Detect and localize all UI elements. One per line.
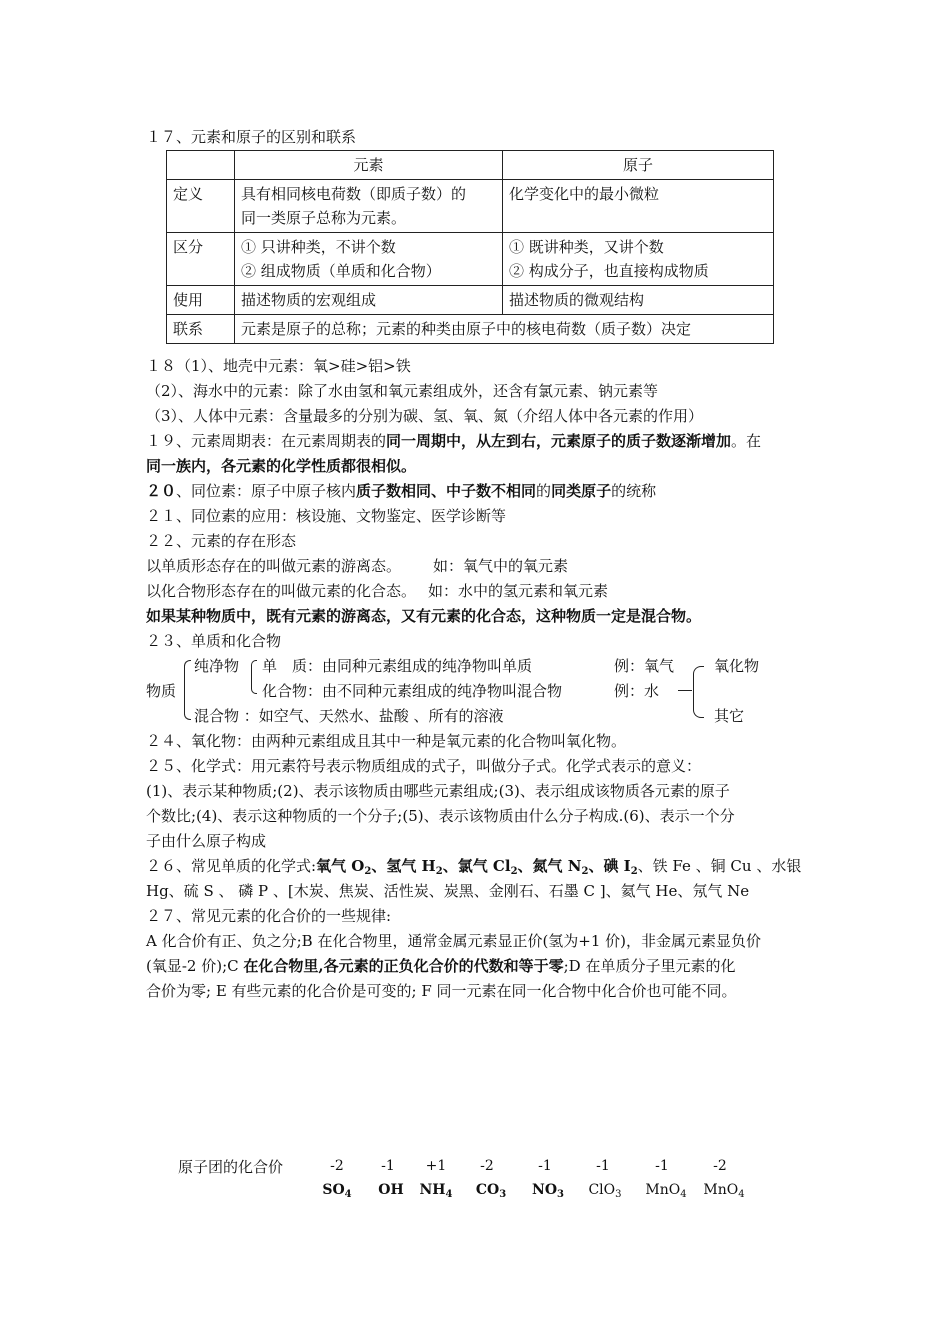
section-27-line1: A 化合价有正、负之分;B 在化合物里，通常金属元素显正价(氢为+1 价)，非金属元素显负价 [146, 932, 762, 950]
radical-valence: -2 [713, 1158, 727, 1174]
element-usage: 描述物质的宏观组成 [235, 286, 503, 315]
radical-valence: -2 [480, 1158, 494, 1174]
compound-definition: 化合物：由不同种元素组成的纯净物叫混合物 [262, 682, 563, 700]
compound-connector-line [678, 690, 692, 691]
radical-formula: MnO$_4$ [703, 1182, 745, 1200]
section-22-title: ２２、元素的存在形态 [146, 532, 297, 550]
section-22-combined-state: 以化合物形态存在的叫做元素的化合态。 如：水中的氢元素和氧元素 [146, 582, 609, 600]
element-difference: ① 只讲种类，不讲个数 ② 组成物质（单质和化合物） [235, 233, 503, 286]
section-18-line2: （2）、海水中的元素：除了水由氢和氧元素组成外，还含有氯元素、钠元素等 [146, 382, 659, 400]
atom-definition: 化学变化中的最小微粒 [503, 180, 774, 233]
radical-valence: -1 [538, 1158, 552, 1174]
table-header-row [167, 151, 774, 180]
section-22-free-state: 以单质形态存在的叫做元素的游离态。 如：氧气中的氧元素 [146, 557, 569, 575]
compound-classes-brace [693, 666, 704, 718]
row-label: 区分 [167, 233, 235, 286]
radical-valence: -1 [596, 1158, 610, 1174]
atom-difference: ① 既讲种类，又讲个数 ② 构成分子，也直接构成物质 [503, 233, 774, 286]
section-19-line1: １９、元素周期表：在元素周期表的同一周期中，从左到右，元素原子的质子数逐渐增加。在 [146, 432, 762, 450]
element-atom-table [166, 150, 774, 344]
section-25-line4: 子由什么原子构成 [146, 832, 267, 850]
section-27-line3: 合价为零; E 有些元素的化合价是可变的; F 同一元素在同一化合物中化合价也可能不同。 [146, 982, 737, 1000]
section-24: ２４、氧化物：由两种元素组成且其中一种是氧元素的化合物叫氧化物。 [146, 732, 627, 750]
section-25-line2: (1)、表示某种物质;(2)、表示该物质由哪些元素组成;(3)、表示组成该物质各元素的原子 [146, 782, 730, 800]
radical-formula: MnO$_4$ [645, 1182, 687, 1200]
row-label: 使用 [167, 286, 235, 315]
radical-valence: +1 [425, 1158, 447, 1174]
radical-valence: -1 [381, 1158, 395, 1174]
row-label: 联系 [167, 315, 235, 344]
pure-substance-label: 纯净物 [194, 657, 240, 675]
section-20: ２０、同位素：原子中原子核内质子数相同、中子数不相同的同类原子的统称 [146, 482, 657, 500]
header-cell-element: 元素 [235, 151, 503, 180]
substance-label: 物质 [146, 682, 177, 700]
radical-formula: $NO_3$ [532, 1182, 564, 1200]
section-25-line1: ２５、化学式：用元素符号表示物质组成的式子，叫做分子式。化学式表示的意义： [146, 757, 702, 775]
row-label: 定义 [167, 180, 235, 233]
atom-usage: 描述物质的微观结构 [503, 286, 774, 315]
example-oxygen: 例：氧气 [614, 657, 675, 675]
oxide-label: 氧化物 [714, 657, 760, 675]
table-row [167, 180, 774, 233]
simple-substance-definition: 单 质：由同种元素组成的纯净物叫单质 [262, 657, 533, 675]
table-row [167, 233, 774, 286]
radical-valence: -2 [330, 1158, 344, 1174]
radical-formula: $NH_4$ [419, 1182, 453, 1200]
section-27-line2: (氧显-2 价);C 在化合物里,各元素的正负化合价的代数和等于零;D 在单质分子里元素的化 [146, 957, 736, 975]
header-cell-blank [167, 151, 235, 180]
other-label: 其它 [714, 707, 745, 725]
radical-formula: OH [378, 1182, 404, 1198]
section-22-conclusion: 如果某种物质中，既有元素的游离态，又有元素的化合态，这种物质一定是混合物。 [146, 607, 702, 625]
header-cell-atom: 原子 [503, 151, 774, 180]
radicals-label: 原子团的化合价 [178, 1158, 284, 1176]
relation-text: 元素是原子的总称；元素的种类由原子中的核电荷数（质子数）决定 [235, 315, 774, 344]
section-21: ２１、同位素的应用：核设施、文物鉴定、医学诊断等 [146, 507, 507, 525]
substance-brace [184, 660, 191, 720]
table-row [167, 286, 774, 315]
section-19-line2: 同一族内，各元素的化学性质都很相似。 [146, 457, 417, 475]
table-row [167, 315, 774, 344]
section-26-line1: ２６、常见单质的化学式:氧气 $O_2$、氢气 $H_2$、氯气 $Cl_2$、氮气 $N_2$、碘 $I_2$、铁 Fe 、铜 Cu 、水银 [146, 857, 802, 877]
section-18-line1: １８（1）、地壳中元素：氧>硅>铝>铁 [146, 357, 411, 375]
radical-formula: $SO_4$ [322, 1182, 352, 1200]
section-27-title: ２７、常见元素的化合价的一些规律: [146, 907, 392, 925]
element-definition: 具有相同核电荷数（即质子数）的 同一类原子总称为元素。 [235, 180, 503, 233]
section-23-title: ２３、单质和化合物 [146, 632, 282, 650]
section-25-line3: 个数比;(4)、表示这种物质的一个分子;(5)、表示该物质由什么分子构成.(6)、表示一个分 [146, 807, 735, 825]
section-18-line3: （3）、人体中元素：含量最多的分别为碳、氢、氧、氮（介绍人体中各元素的作用） [146, 407, 704, 425]
radical-formula: ClO$_3$ [588, 1182, 622, 1200]
radical-valence: -1 [655, 1158, 669, 1174]
section-26-line2: Hg、硫 S 、 磷 P 、[木炭、焦炭、活性炭、炭黑、金刚石、石墨 C ]、氦气 He、氖气 Ne [146, 882, 750, 900]
radical-formula: $CO_3$ [475, 1182, 507, 1200]
example-water: 例：水 [614, 682, 660, 700]
mixture-definition: 混合物 ：如空气、天然水、盐酸 、所有的溶液 [194, 707, 504, 725]
pure-substance-brace [251, 660, 257, 694]
section-17-title: １７、元素和原子的区别和联系 [146, 128, 357, 146]
